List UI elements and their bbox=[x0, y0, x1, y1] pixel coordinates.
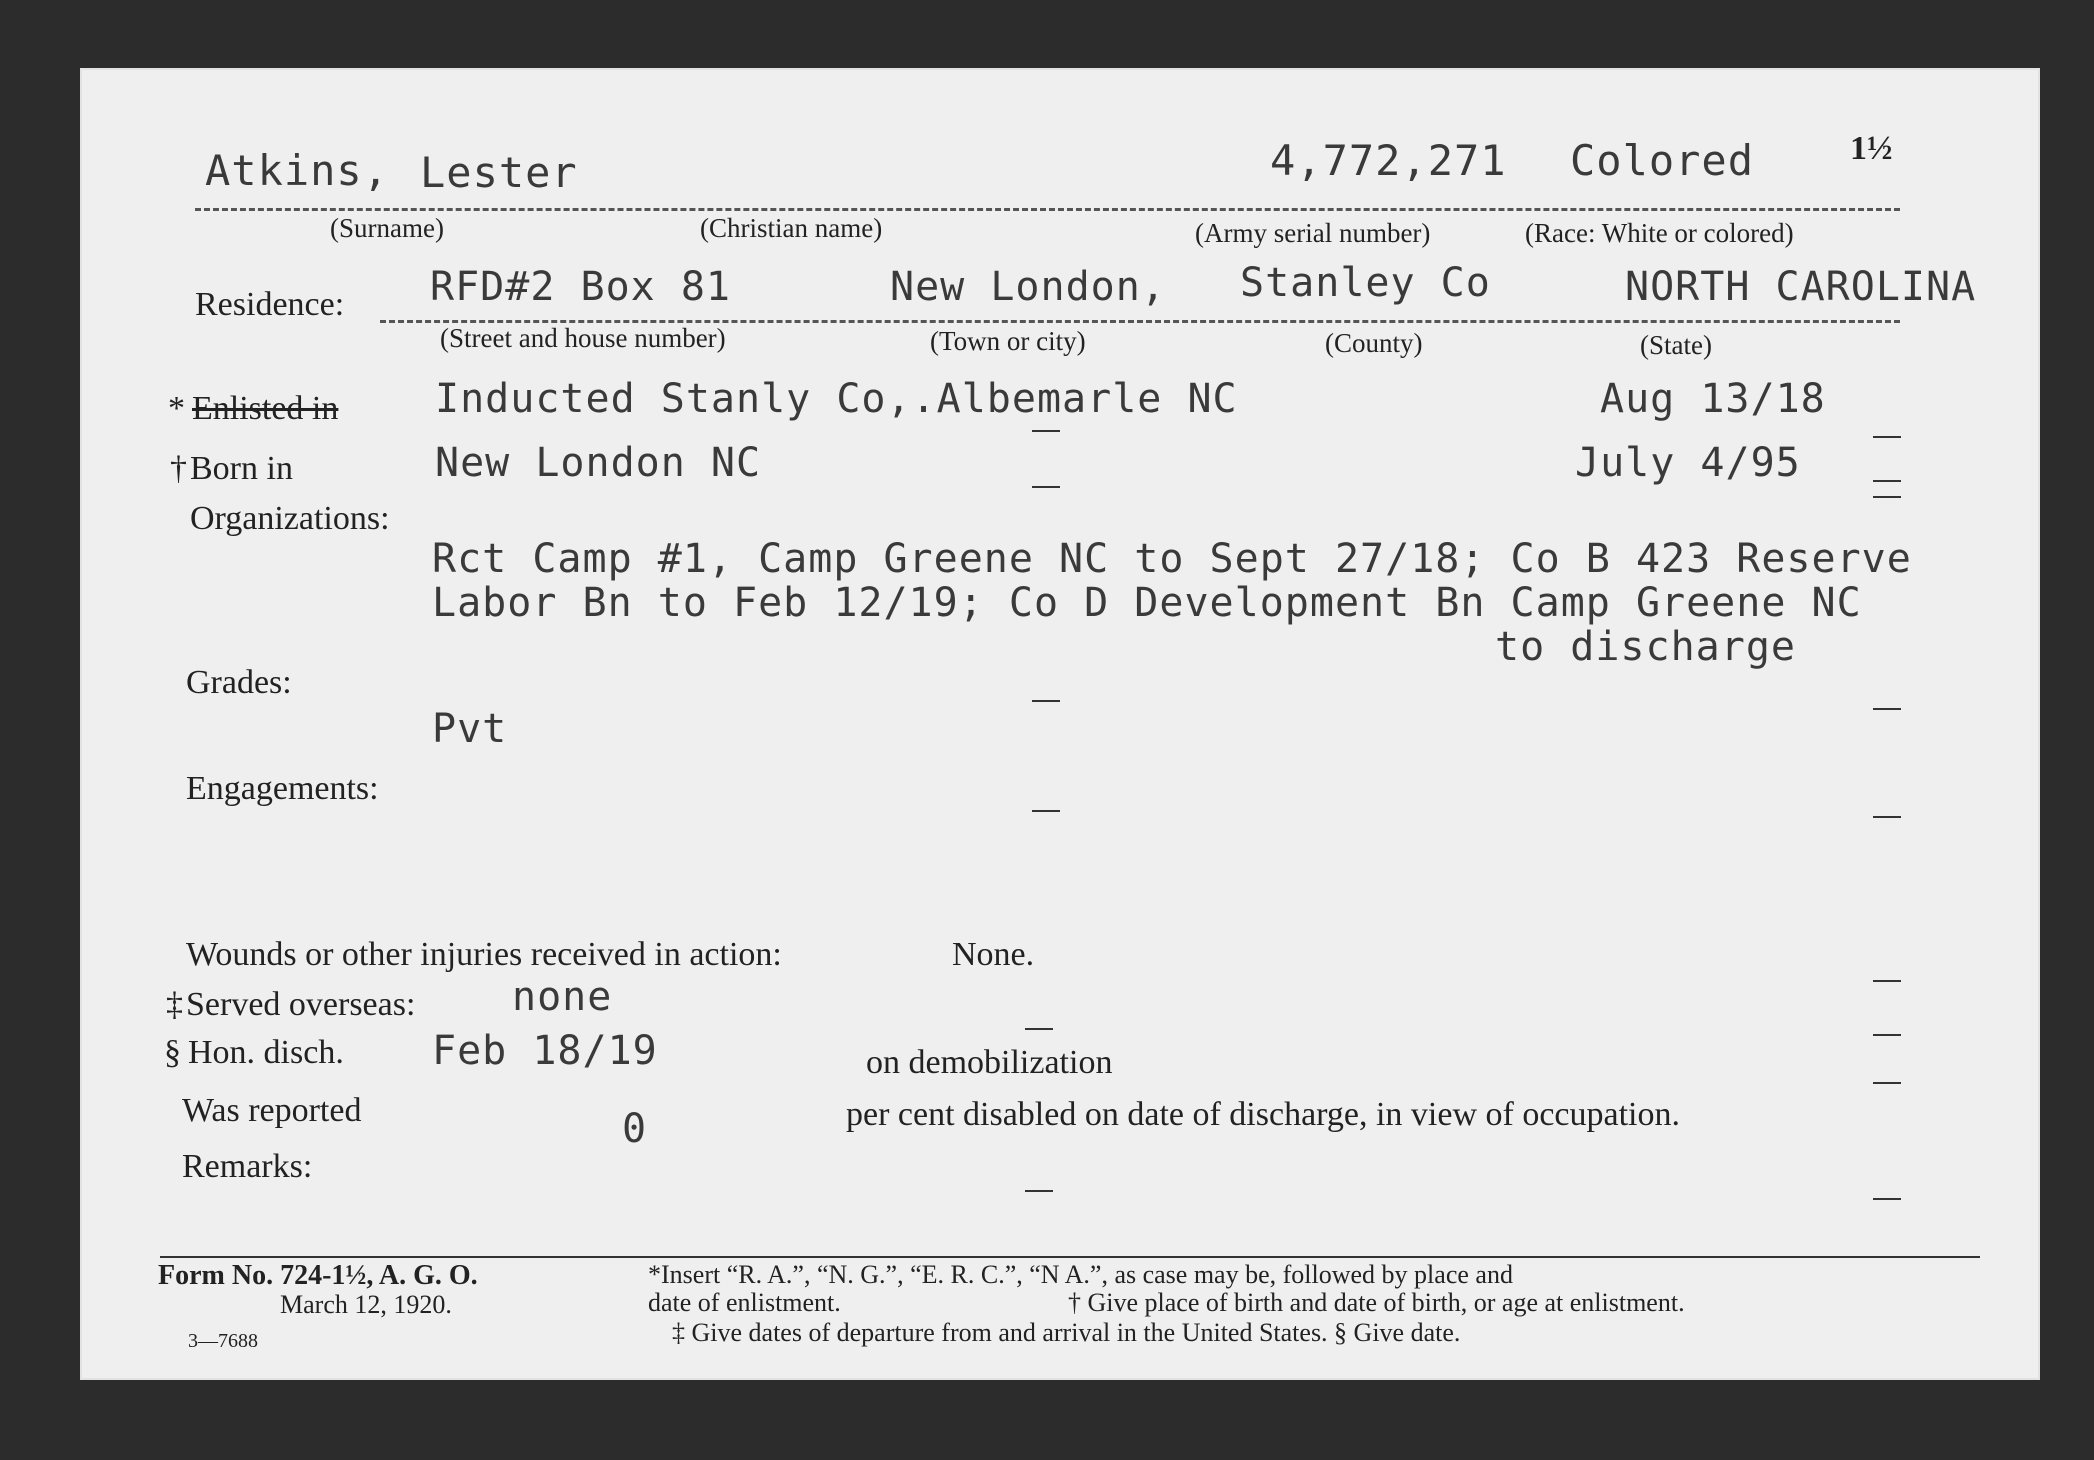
born-dagger: † bbox=[170, 450, 187, 487]
hon-disch-mark: § bbox=[164, 1034, 181, 1071]
organizations-line-2: Labor Bn to Feb 12/19; Co D Development Bn Camp Greene NC bbox=[432, 580, 1862, 626]
dash-mark bbox=[1873, 1198, 1901, 1200]
reported-label: Was reported bbox=[182, 1092, 362, 1129]
caption-race: (Race: White or colored) bbox=[1525, 218, 1794, 248]
fraction-value: 1½ bbox=[1850, 130, 1893, 167]
born-label: Born in bbox=[190, 450, 293, 487]
enlisted-asterisk: * bbox=[168, 390, 185, 427]
hon-disch-value: Feb 18/19 bbox=[432, 1028, 658, 1074]
print-number: 3—7688 bbox=[188, 1330, 258, 1352]
caption-serial-number: (Army serial number) bbox=[1195, 218, 1431, 248]
dash-mark bbox=[1025, 1028, 1053, 1030]
dash-mark bbox=[1025, 1190, 1053, 1192]
christian-name-value: Lester bbox=[420, 148, 578, 197]
footnote-enlistment: *Insert “R. A.”, “N. G.”, “E. R. C.”, “N A.”, as case may be, followed by place and bbox=[648, 1260, 1513, 1289]
dash-mark bbox=[1873, 496, 1901, 498]
dash-mark bbox=[1873, 436, 1901, 438]
dash-mark bbox=[1873, 980, 1901, 982]
form-number: Form No. 724-1½, A. G. O. bbox=[158, 1260, 478, 1291]
dash-mark bbox=[1032, 430, 1060, 432]
organizations-line-1: Rct Camp #1, Camp Greene NC to Sept 27/18; Co B 423 Reserve bbox=[432, 536, 1912, 582]
grades-value: Pvt bbox=[432, 706, 508, 752]
enlisted-label: Enlisted in bbox=[192, 390, 339, 427]
name-underline bbox=[195, 208, 1900, 211]
residence-state-value: NORTH CAROLINA bbox=[1625, 264, 1977, 310]
grades-label: Grades: bbox=[186, 664, 292, 701]
dash-mark bbox=[1873, 1082, 1901, 1084]
caption-town: (Town or city) bbox=[930, 326, 1086, 356]
form-date: March 12, 1920. bbox=[280, 1290, 452, 1319]
dash-mark bbox=[1873, 816, 1901, 818]
reported-value: 0 bbox=[622, 1106, 648, 1152]
serial-number-value: 4,772,271 bbox=[1270, 136, 1507, 185]
enlisted-value: Inducted Stanly Co,.Albemarle NC bbox=[435, 376, 1238, 422]
caption-surname: (Surname) bbox=[330, 213, 444, 243]
overseas-label: Served overseas: bbox=[186, 986, 416, 1023]
dash-mark bbox=[1873, 708, 1901, 710]
remarks-label: Remarks: bbox=[182, 1148, 313, 1185]
born-value: New London NC bbox=[435, 440, 762, 486]
dash-mark bbox=[1032, 486, 1060, 488]
born-date: July 4/95 bbox=[1575, 440, 1801, 486]
dash-mark bbox=[1873, 1034, 1901, 1036]
caption-street: (Street and house number) bbox=[440, 323, 726, 353]
caption-county: (County) bbox=[1325, 328, 1423, 358]
surname-value: Atkins, bbox=[205, 146, 390, 195]
residence-street-value: RFD#2 Box 81 bbox=[430, 264, 731, 310]
race-value: Colored bbox=[1570, 136, 1755, 185]
dash-mark bbox=[1873, 480, 1901, 482]
hon-disch-suffix: on demobilization bbox=[866, 1044, 1113, 1081]
overseas-mark: ‡ bbox=[166, 986, 183, 1023]
organizations-line-3: to discharge bbox=[1495, 624, 1796, 670]
service-card bbox=[80, 68, 2040, 1380]
overseas-value: none bbox=[512, 974, 613, 1020]
organizations-label: Organizations: bbox=[190, 500, 390, 537]
reported-suffix: per cent disabled on date of discharge, in view of occupation. bbox=[846, 1096, 1680, 1133]
enlisted-date: Aug 13/18 bbox=[1600, 376, 1826, 422]
residence-town-value: New London, bbox=[890, 264, 1166, 310]
dash-mark bbox=[1032, 810, 1060, 812]
dash-mark bbox=[1032, 700, 1060, 702]
footer-rule bbox=[160, 1256, 1980, 1258]
wounds-value: None. bbox=[952, 936, 1035, 973]
footnote-birth: † Give place of birth and date of birth, or age at enlistment. bbox=[1068, 1288, 1685, 1317]
wounds-label: Wounds or other injuries received in action: bbox=[186, 936, 782, 973]
residence-county-value: Stanley Co bbox=[1240, 260, 1491, 306]
caption-christian-name: (Christian name) bbox=[700, 213, 883, 243]
hon-disch-label: Hon. disch. bbox=[188, 1034, 344, 1071]
engagements-label: Engagements: bbox=[186, 770, 379, 807]
residence-label: Residence: bbox=[195, 286, 345, 323]
footnote-overseas: ‡ Give dates of departure from and arrival in the United States. § Give date. bbox=[672, 1318, 1461, 1347]
footnote-enlistment-cont: date of enlistment. bbox=[648, 1288, 841, 1317]
caption-state: (State) bbox=[1640, 330, 1712, 360]
